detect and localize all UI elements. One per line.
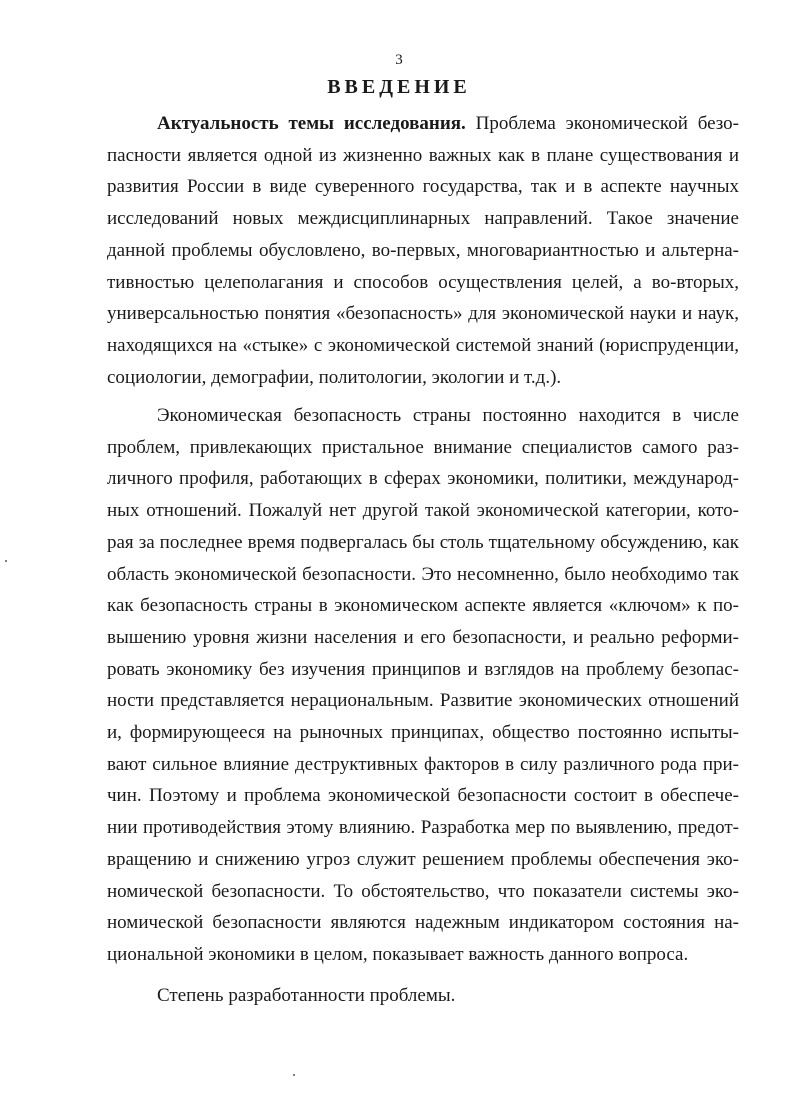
paragraph-line: чин. Поэтому и проблема экономической безопасности состоит в обеспече- [107, 785, 739, 807]
paragraph-line: данной проблемы обусловлено, во-первых, многовариантностью и альтерна- [107, 239, 739, 261]
paragraph-line: ных отношений. Пожалуй нет другой такой экономической категории, кото- [107, 500, 739, 522]
paragraph-line: развития России в виде суверенного государства, так и в аспекте научных [107, 176, 739, 198]
paragraph-economic-security [107, 400, 739, 971]
paragraph-line: вают сильное влияние деструктивных факторов в силу различного рода при- [107, 753, 739, 775]
paragraph-line: циональной экономики в целом, показывает важность данного вопроса. [107, 943, 689, 965]
paragraph-line: вращению и снижению угроз служит решением проблемы обеспечения эко- [107, 848, 739, 870]
paragraph-line: ности представляется нерациональным. Развитие экономических отношений [107, 690, 739, 712]
section-heading: ВВЕДЕНИЕ [327, 76, 471, 98]
paragraph-line: социологии, демографии, политологии, экологии и т.д.). [107, 366, 562, 388]
paragraph-relevance [107, 108, 739, 393]
paragraph-line: номической безопасности. То обстоятельство, что показатели системы эко- [107, 880, 739, 902]
paragraph-development-degree [107, 980, 739, 1012]
paragraph-line-text: Проблема экономической безо- [465, 113, 739, 134]
paragraph-line: область экономической безопасности. Это несомненно, было необходимо так [107, 563, 739, 585]
scan-speck [5, 560, 7, 562]
scan-speck [293, 1074, 295, 1076]
paragraph-line: как безопасность страны в экономическом аспекте является «ключом» к по- [107, 595, 739, 617]
paragraph-line: универсальностью понятия «безопасность» для экономической науки и наук, [107, 303, 739, 325]
paragraph-line: Степень разработанности проблемы. [157, 985, 456, 1006]
paragraph-line [107, 108, 739, 140]
paragraph-line: ровать экономику без изучения принципов и взглядов на проблему безопас- [107, 658, 739, 680]
paragraph-line: исследований новых междисциплинарных направлений. Такое значение [107, 208, 739, 230]
paragraph-line: проблем, привлекающих пристальное внимание специалистов самого раз- [107, 436, 739, 458]
paragraph-line: находящихся на «стыке» с экономической системой знаний (юриспруденции, [107, 334, 739, 356]
paragraph-line: рая за последнее время подвергалась бы столь тщательному обсуждению, как [107, 531, 739, 553]
paragraph-line: личного профиля, работающих в сферах экономики, политики, международ- [107, 468, 739, 490]
page-number: 3 [395, 52, 403, 68]
paragraph-line: номической безопасности являются надежным индикатором состояния на- [107, 912, 739, 934]
paragraph-line: Экономическая безопасность страны постоянно находится в числе [157, 405, 739, 426]
paragraph-line: нии противодействия этому влиянию. Разработка мер по выявлению, предот- [107, 817, 739, 839]
paragraph-line: пасности является одной из жизненно важных как в плане существования и [107, 144, 739, 166]
paragraph-line: и, формирующееся на рыночных принципах, общество постоянно испыты- [107, 722, 739, 744]
paragraph-line: тивностью целеполагания и способов осуществления целей, а во-вторых, [107, 271, 739, 293]
paragraph-line: вышению уровня жизни населения и его безопасности, и реально реформи- [107, 626, 739, 648]
paragraph-lead: Актуальность темы исследования. [157, 113, 466, 134]
